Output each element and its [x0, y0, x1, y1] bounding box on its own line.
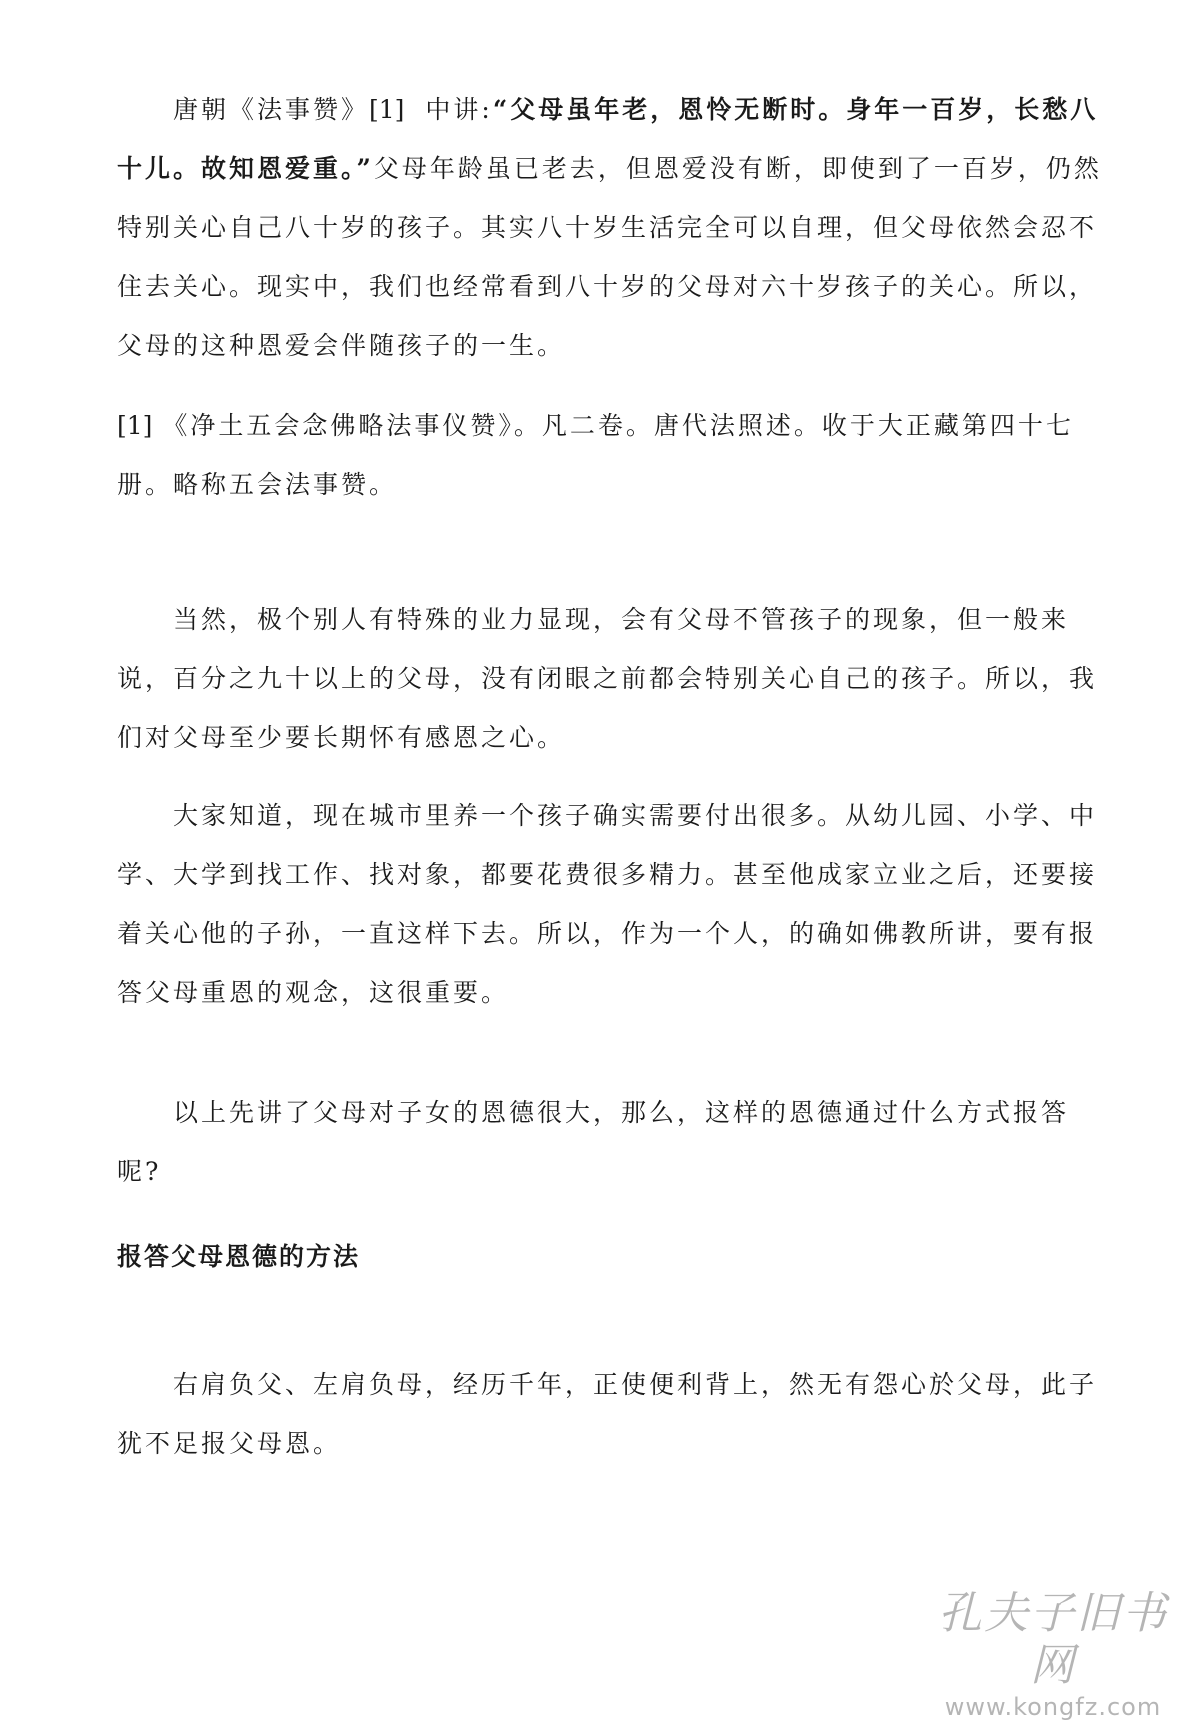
- paragraph-3-text: 大家知道，现在城市里养一个孩子确实需要付出很多。从幼儿园、小学、中学、大学到找工作、找对象，都要花费很多精力。甚至他成家立业之后，还要接着关心他的子孙，一直这样下去。所以，作为一个人，的确如佛教所讲，要有报答父母重恩的观念，这很重要。: [117, 801, 1098, 1007]
- watermark-url: www.kongfz.com: [944, 1693, 1162, 1721]
- paragraph-4: [117, 1083, 1103, 1201]
- section-heading: 报答父母恩德的方法: [117, 1242, 361, 1271]
- watermark-name: 孔夫子旧书网: [938, 1588, 1168, 1691]
- paragraph-5: [117, 1355, 1103, 1473]
- paragraph-1-rest: 父母年龄虽已老去，但恩爱没有断，即使到了一百岁，仍然特别关心自己八十岁的孩子。其实八十岁生活完全可以自理，但父母依然会忍不住去关心。现实中，我们也经常看到八十岁的父母对六十岁孩子的关心。所以，父母的这种恩爱会伴随孩子的一生。: [117, 154, 1102, 360]
- paragraph-4-text: 以上先讲了父母对子女的恩德很大，那么，这样的恩德通过什么方式报答呢?: [117, 1098, 1070, 1186]
- paragraph-1-lead2: 中讲:: [414, 95, 493, 124]
- footnote-text: 《净土五会念佛略法事仪赞》。凡二卷。唐代法照述。收于大正藏第四十七册。略称五会法事赞。: [117, 411, 1074, 499]
- paragraph-5-text: 右肩负父、左肩负母，经历千年，正使便利背上，然无有怨心於父母，此子犹不足报父母恩。: [117, 1370, 1098, 1458]
- footnote-mark: [1]: [117, 411, 153, 440]
- footnote-reference[interactable]: [1]: [369, 95, 405, 124]
- paragraph-2-text: 当然，极个别人有特殊的业力显现，会有父母不管孩子的现象，但一般来说，百分之九十以上的父母，没有闭眼之前都会特别关心自己的孩子。所以，我们对父母至少要长期怀有感恩之心。: [117, 605, 1098, 752]
- paragraph-1-lead: 唐朝《法事赞》: [173, 95, 370, 124]
- quotation: “父母虽年老，恩怜无断时。身年一百岁，长愁八十儿。故知恩爱重。”: [117, 95, 1099, 183]
- paragraph-3: [117, 786, 1103, 1022]
- paragraph-1: [117, 80, 1103, 375]
- paragraph-2: [117, 590, 1103, 767]
- watermark: [918, 1588, 1188, 1722]
- footnote: [117, 396, 1103, 514]
